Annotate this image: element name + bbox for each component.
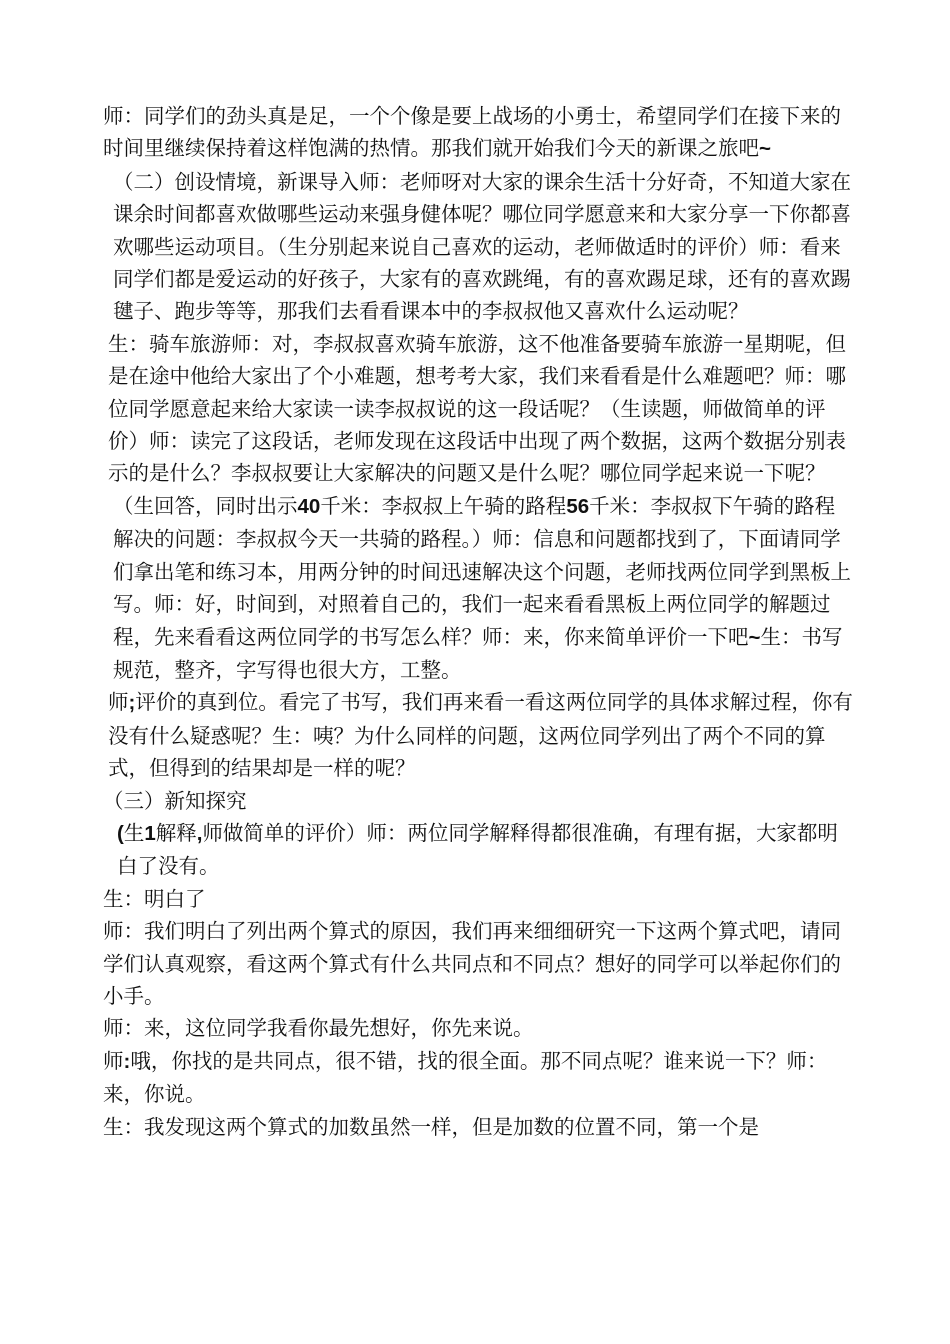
text-segment: 千米：李叔叔下午骑的路程解决的问题：李叔叔今天一共骑的路程。）师：信息和问题都找到了，下面请同学们拿出笔和练习本，用两分钟的时间迅速解决这个问题，老师找两位同学到黑板上写。师：好，时间到，对照着自己的，我们一起来看看黑板上两位同学的解题过程，先来看看这两位同学的书写怎么样？师：来，你来简单评价一下吧 (113, 493, 851, 649)
text-segment: （二）创设情境，新课导入师：老师呀对大家的课余生活十分好奇，不知道大家在课余时间都喜欢做哪些运动来强身健体呢？哪位同学愿意来和大家分享一下你都喜欢哪些运动项目。（生分别起来说自己喜欢的运动，老师做适时的评价）师：看来同学们都是爱运动的好孩子，大家有的喜欢跳绳，有的喜欢踢足球，还有的喜欢踢毽子、跑步等等，那我们去看看课本中的李叔叔他又喜欢什么运动呢？ (113, 169, 851, 324)
text-segment: 师 (103, 1048, 124, 1073)
paragraph-problem-data (103, 490, 855, 686)
paragraph-common-points (103, 1045, 855, 1111)
paragraph-evaluation (103, 686, 855, 784)
paragraph-difference (103, 1111, 855, 1143)
text-segment: ~ (748, 625, 761, 649)
text-segment: 解释 (155, 820, 197, 845)
text-segment: 1 (144, 821, 156, 845)
text-segment: 师：我们明白了列出两个算式的原因，我们再来细细研究一下这两个算式吧，请同学们认真观察，看这两个算式有什么共同点和不同点？想好的同学可以举起你们的小手。 (103, 919, 841, 1008)
paragraph-first-answer (103, 1012, 855, 1044)
paragraph-teacher-intro (103, 100, 855, 166)
paragraph-student-explanation (103, 817, 855, 883)
text-segment: 师做简单的评价）师：两位同学解释得都很准确，有理有据， (202, 820, 756, 845)
paragraph-section-2-intro (103, 166, 855, 328)
text-segment: ~ (759, 137, 771, 161)
text-segment: ; (128, 691, 136, 715)
text-segment: 56 (566, 494, 590, 518)
text-segment: 千米：李叔叔上午骑的路程 (320, 493, 567, 518)
text-segment: 师：同学们的劲头真是足，一个个像是要上战场的小勇士，希望同学们在接下来的时间里继续保持着这样饱满的热情。那我们就开始我们今天的新课之旅吧 (103, 104, 841, 161)
text-segment: 生：骑车旅游师：对，李叔叔喜欢骑车旅游，这不他准备要骑车旅游一星期呢，但是在途中他给大家出了个小难题，想考考大家，我们来看看是什么难题吧？师：哪位同学愿意起来给大家读一读李叔叔说的这一段话呢？（生读题，师做简单的评价）师：读完了这段话，老师发现在这段话中出现了两个数据，这两个数据分别表示的是什么？李叔叔要让大家解决的问题又是什么呢？哪位同学起来说一下呢？ (108, 331, 846, 486)
text-segment: : (123, 1049, 131, 1073)
text-segment: 评价的真到位。看完了书写，我们再来看一看这两位同学的具体求解过程，你有没有什么疑惑呢？生：咦？为什么同样的问题，这两位同学列出了两个不同的算式，但得到的结果却是一样的呢？ (108, 690, 853, 781)
document-page (103, 100, 855, 1143)
text-segment: ( (117, 821, 124, 845)
text-segment: 师：来，这位同学我看你最先想好，你先来说。 (103, 1016, 534, 1041)
section-heading-3 (103, 785, 855, 817)
paragraph-cycling-trip (103, 328, 855, 490)
text-segment: 哦，你找的是共同点，很不错，找的很全面。那不同点呢？谁来说一下？师：来，你说。 (103, 1048, 828, 1107)
text-segment: 40 (297, 494, 321, 518)
paragraph-compare-formulas (103, 915, 855, 1012)
text-segment: 生 (123, 820, 145, 845)
text-segment: , (196, 821, 203, 845)
text-segment: （生回答，同时出示 (113, 493, 298, 518)
text-segment: （三）新知探究 (103, 788, 247, 813)
text-segment: 生：我发现这两个算式的加数虽然一样，但是加数的位置不同，第一个是 (103, 1114, 759, 1139)
paragraph-student-understood (103, 883, 855, 915)
text-segment: 大家都明白了没有。 (117, 820, 838, 879)
text-segment: 师 (108, 690, 129, 715)
text-segment: 生：明白了 (103, 886, 206, 911)
text-segment: 生：书写规范，整齐，字写得也很大方，工整。 (113, 624, 843, 682)
